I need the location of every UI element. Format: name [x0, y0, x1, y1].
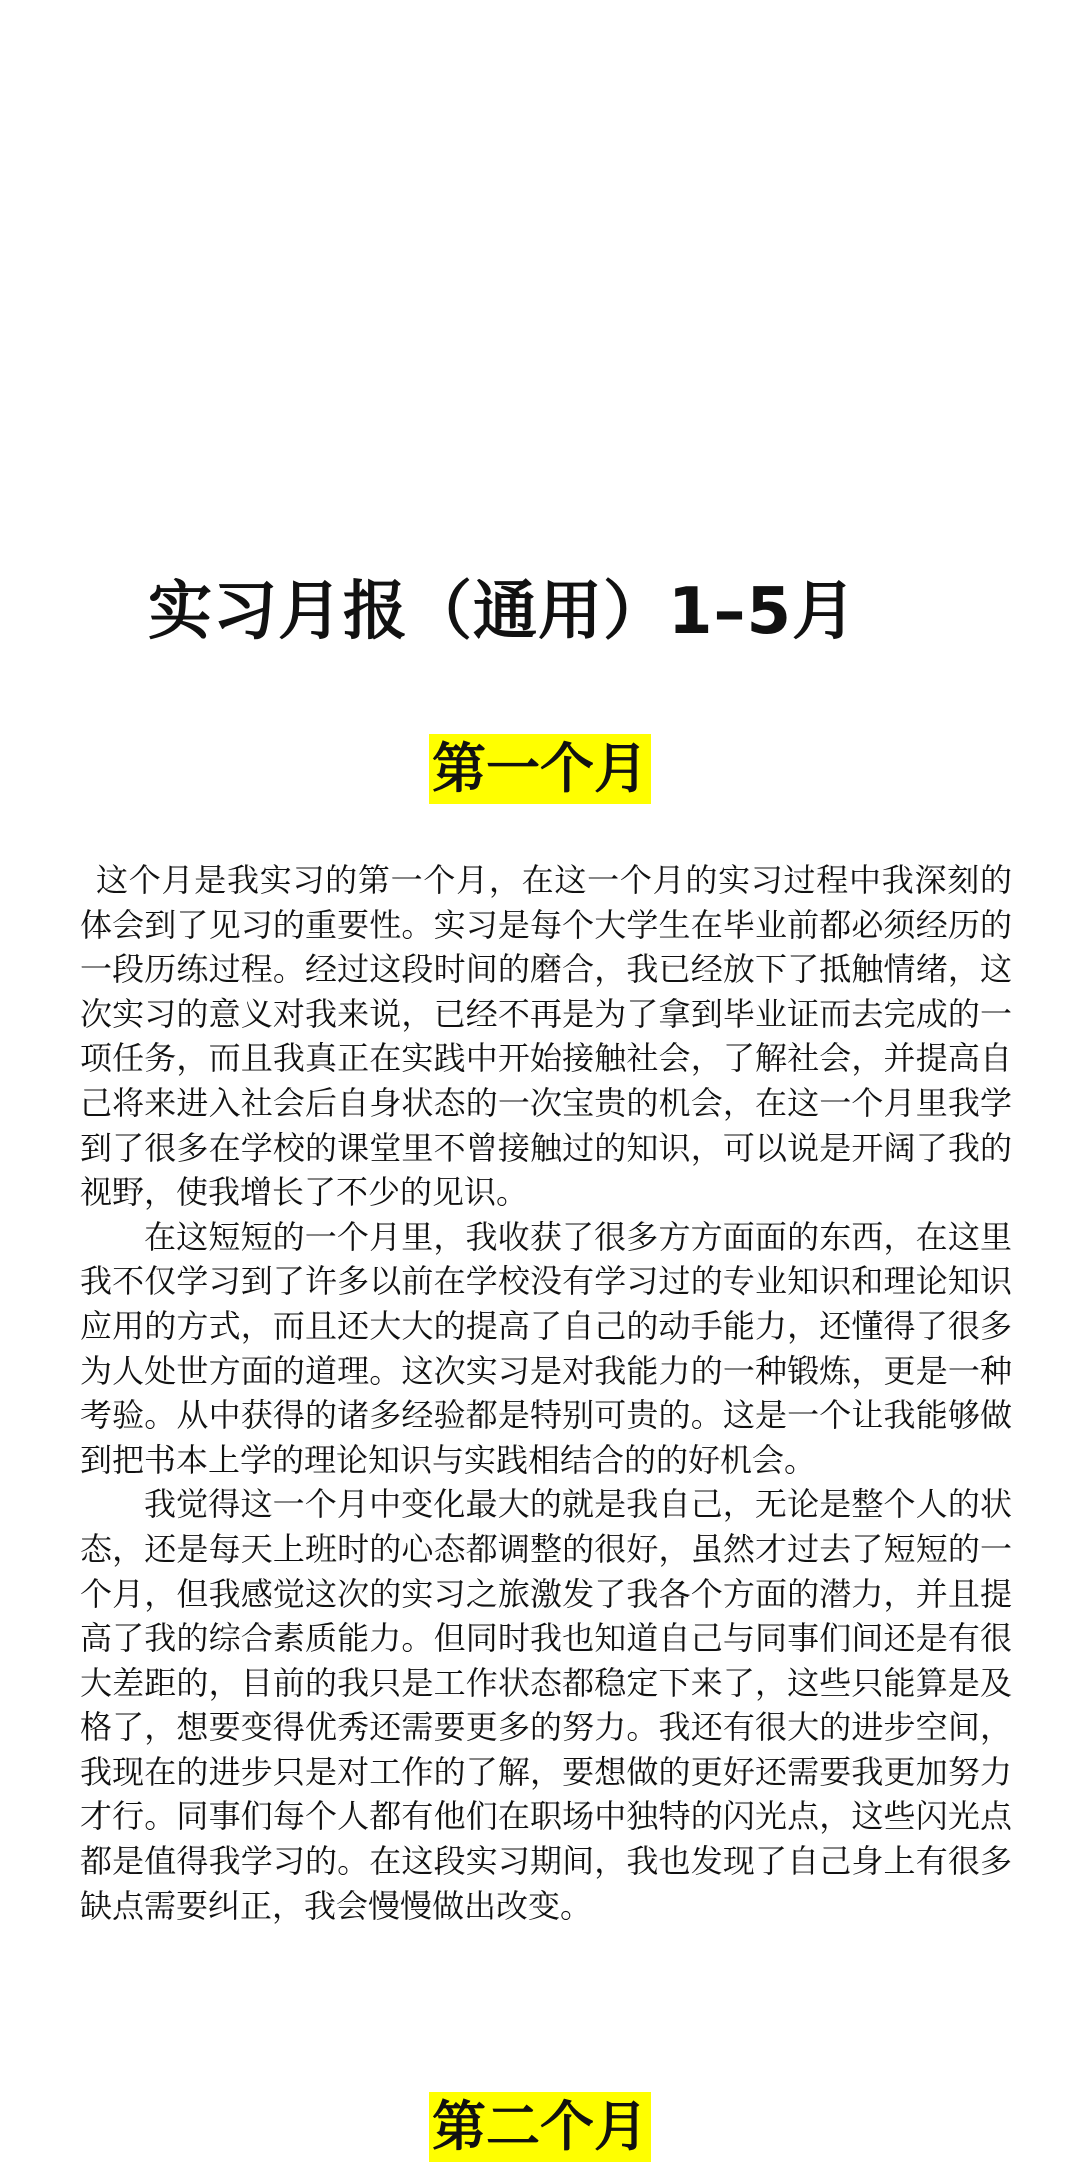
document-title: 实习月报（通用）1–5月 — [148, 575, 858, 649]
section-heading-highlight: 第二个月 — [429, 2092, 651, 2162]
section-heading-month-1 — [0, 734, 1080, 804]
section-heading-month-2 — [0, 2092, 1080, 2162]
section-heading-highlight: 第一个月 — [429, 734, 651, 804]
paragraph-2: 在这短短的一个月里，我收获了很多方方面面的东西，在这里我不仅学习到了许多以前在学校没有学习过的专业知识和理论知识应用的方式，而且还大大的提高了自己的动手能力，还懂得了很多为人处世方面的道理。这次实习是对我能力的一种锻炼，更是一种考验。从中获得的诸多经验都是特别可贵的。这是一个让我能够做到把书本上学的理论知识与实践相结合的的好机会。 — [80, 1217, 1012, 1479]
paragraph-1: 这个月是我实习的第一个月，在这一个月的实习过程中我深刻的体会到了见习的重要性。实习是每个大学生在毕业前都必须经历的一段历练过程。经过这段时间的磨合，我已经放下了抵触情绪，这次实习的意义对我来说，已经不再是为了拿到毕业证而去完成的一项任务，而且我真正在实践中开始接触社会，了解社会，并提高自己将来进入社会后自身状态的一次宝贵的机会，在这一个月里我学到了很多在学校的课堂里不曾接触过的知识，可以说是开阔了我的视野，使我增长了不少的见识。 — [80, 861, 1012, 1212]
section-body-month-1 — [80, 858, 1012, 1928]
paragraph-3: 我觉得这一个月中变化最大的就是我自己，无论是整个人的状态，还是每天上班时的心态都调整的很好，虽然才过去了短短的一个月，但我感觉这次的实习之旅激发了我各个方面的潜力，并且提高了我的综合素质能力。但同时我也知道自己与同事们间还是有很大差距的，目前的我只是工作状态都稳定下来了，这些只能算是及格了，想要变得优秀还需要更多的努力。我还有很大的进步空间，我现在的进步只是对工作的了解，要想做的更好还需要我更加努力才行。同事们每个人都有他们在职场中独特的闪光点，这些闪光点都是值得我学习的。在这段实习期间，我也发现了自己身上有很多缺点需要纠正，我会慢慢做出改变。 — [80, 1485, 1012, 1925]
